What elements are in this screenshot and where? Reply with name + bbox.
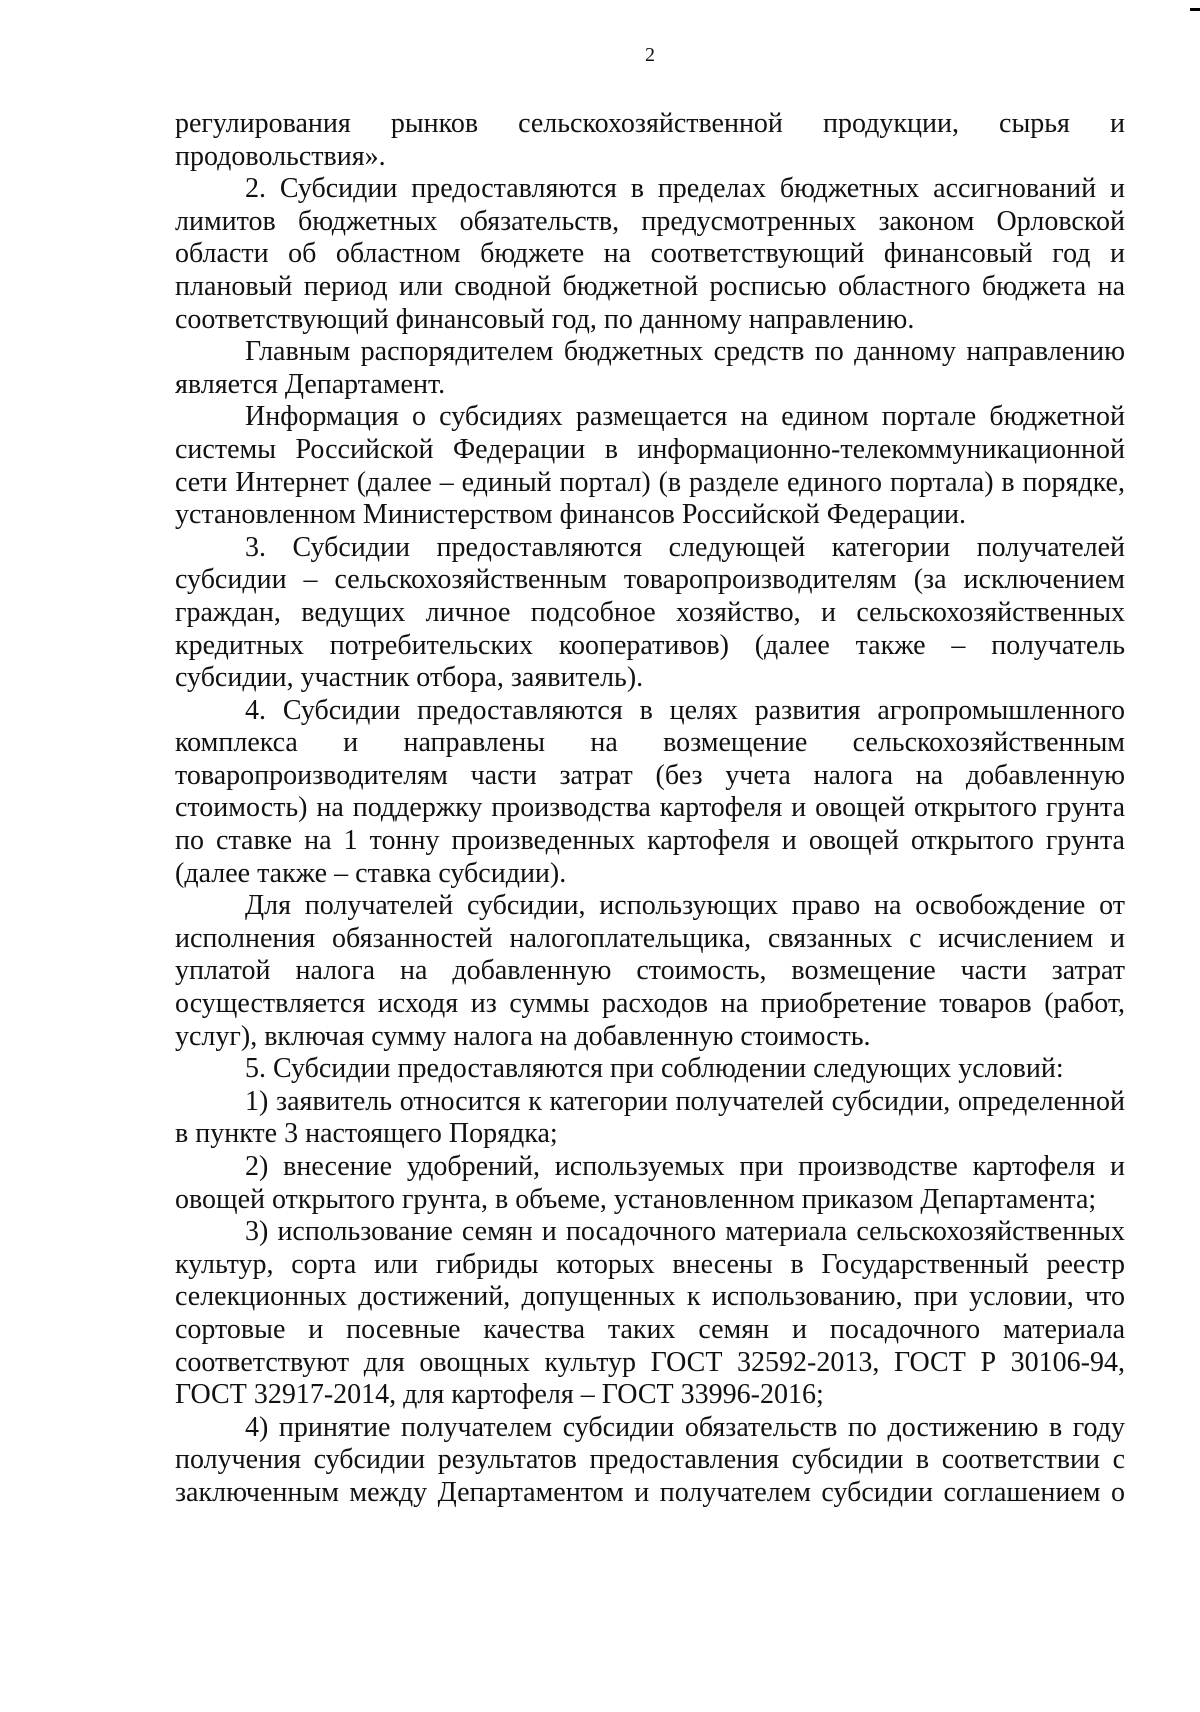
paragraph-2: 2. Субсидии предоставляются в пределах бюджетных ассигнований и лимитов бюджетных обязательств, предусмотренных законом Орловской области об областном бюджете на соответствующий финансовый год и плановый период или сводной бюджетной росписью областного бюджета на соответствующий финансовый год, по данному направлению. [175,173,1125,335]
paragraph-8: 5. Субсидии предоставляются при соблюдении следующих условий: [245,1053,1064,1085]
paragraph-3: Главным распорядителем бюджетных средств по данному направлению является Департамент. [175,336,1125,400]
document-body [175,108,1125,1510]
paragraph-4: Информация о субсидиях размещается на едином портале бюджетной системы Российской Федерации в информационно-телекоммуникационной сети Интернет (далее – единый портал) (в разделе единого портала) в порядке, установленном Министерством финансов Российской Федерации. [175,401,1125,531]
page-number: 2 [645,44,655,66]
paragraph-1: регулирования рынков сельскохозяйственной продукции, сырья и продовольствия». [175,108,1125,172]
paragraph-10: 2) внесение удобрений, используемых при производстве картофеля и овощей открытого грунта, в объеме, установленном приказом Департамента; [175,1151,1125,1215]
paragraph-6: 4. Субсидии предоставляются в целях развития агропромышленного комплекса и направлены на возмещение сельскохозяйственным товаропроизводителям части затрат (без учета налога на добавленную стоимость) на поддержку производства картофеля и овощей открытого грунта по ставке на 1 тонну произведенных картофеля и овощей открытого грунта (далее также – ставка субсидии). [175,694,1125,889]
paragraph-11: 3) использование семян и посадочного материала сельскохозяйственных культур, сорта или гибриды которых внесены в Государственный реестр селекционных достижений, допущенных к использованию, при условии, что сортовые и посевные качества таких семян и посадочного материала соответствуют для овощных культур ГОСТ 32592-2013, ГОСТ Р 30106-94, ГОСТ 32917-2014, для картофеля – ГОСТ 33996-2016; [175,1216,1125,1411]
paragraph-9: 1) заявитель относится к категории получателей субсидии, определенной в пункте 3 настоящего Порядка; [175,1085,1125,1150]
paragraph-5: 3. Субсидии предоставляются следующей категории получателей субсидии – сельскохозяйственным товаропроизводителям (за исключением граждан, ведущих личное подсобное хозяйство, и сельскохозяйственных кредитных потребительских кооперативов) (далее также – получатель субсидии, участник отбора, заявитель). [175,531,1125,694]
paragraph-7: Для получателей субсидии, использующих право на освобождение от исполнения обязанностей налогоплательщика, связанных с исчислением и уплатой налога на добавленную стоимость, возмещение части затрат осуществляется исходя из суммы расходов на приобретение товаров (работ, услуг), включая сумму налога на добавленную стоимость. [175,890,1125,1052]
scan-edge-mark [1190,8,1200,11]
paragraph-12: 4) принятие получателем субсидии обязательств по достижению в году получения субсидии результатов предоставления субсидии в соответствии с заключенным между Департаментом и получателем субсидии соглашением о [175,1411,1125,1508]
